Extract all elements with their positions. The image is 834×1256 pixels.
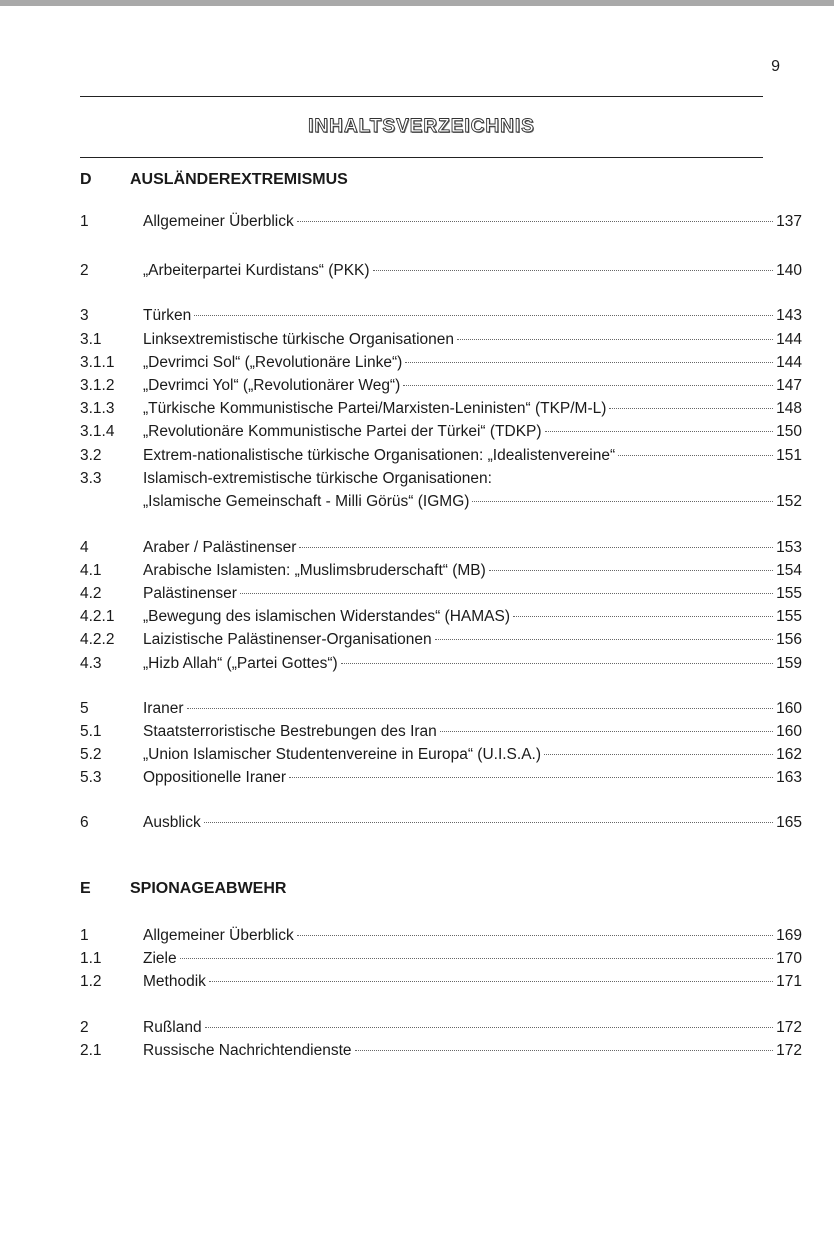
toc-entry [80, 562, 802, 582]
toc-entry [80, 655, 802, 675]
toc-entry-page: 150 [776, 423, 802, 440]
toc-entry [80, 423, 802, 443]
toc-entry-text: „Hizb Allah“ („Partei Gottes“) [143, 655, 338, 672]
toc-entry-page: 147 [776, 377, 802, 394]
toc-entry-number: 3.1.2 [80, 377, 115, 394]
section-letter: D [80, 171, 92, 188]
toc-entry-page: 155 [776, 585, 802, 602]
toc-entry-text: „Arbeiterpartei Kurdistans“ (PKK) [143, 262, 370, 279]
toc-entry [80, 585, 802, 605]
toc-entry-text: Laizistische Palästinenser-Organisationen [143, 631, 432, 648]
page-number: 9 [771, 58, 780, 75]
toc-entry-page: 143 [776, 307, 802, 324]
toc-entry [80, 973, 802, 993]
toc-entry-page: 156 [776, 631, 802, 648]
toc-entry-text: Allgemeiner Überblick [143, 213, 294, 230]
toc-entry-number: 1 [80, 213, 89, 230]
toc-entry [80, 307, 802, 327]
toc-entry-page: 152 [776, 493, 802, 510]
toc-entry [80, 354, 802, 374]
toc-entry [80, 746, 802, 766]
toc-entry [80, 608, 802, 628]
toc-entry [80, 262, 802, 282]
dot-leader [609, 408, 773, 409]
toc-entry-number: 3.1.3 [80, 400, 115, 417]
toc-entry [80, 950, 802, 970]
toc-entry-page: 140 [776, 262, 802, 279]
dot-leader [194, 315, 773, 316]
toc-entry-page: 148 [776, 400, 802, 417]
toc-entry [80, 1019, 802, 1039]
toc-entry-page: 159 [776, 655, 802, 672]
dot-leader [513, 616, 773, 617]
toc-entry-number: 2 [80, 1019, 89, 1036]
dot-leader [405, 362, 773, 363]
dot-leader [187, 708, 774, 709]
dot-leader [297, 221, 773, 222]
toc-entry-page: 170 [776, 950, 802, 967]
toc-entry-number: 5.2 [80, 746, 102, 763]
dot-leader [297, 935, 773, 936]
toc-entry [80, 213, 802, 233]
toc-entry-page: 171 [776, 973, 802, 990]
toc-entry [80, 723, 802, 743]
toc-entry-page: 160 [776, 700, 802, 717]
dot-leader [355, 1050, 774, 1051]
toc-entry-number: 5.3 [80, 769, 102, 786]
toc-entry-page: 160 [776, 723, 802, 740]
dot-leader [403, 385, 773, 386]
toc-entry-number: 4.3 [80, 655, 102, 672]
dot-leader [341, 663, 773, 664]
toc-entry-number: 4.2.1 [80, 608, 115, 625]
dot-leader [457, 339, 773, 340]
section-title: SPIONAGEABWEHR [130, 880, 287, 897]
dot-leader [205, 1027, 774, 1028]
toc-entry-text: Methodik [143, 973, 206, 990]
toc-entry-number: 1.1 [80, 950, 102, 967]
toc-entry-text: Linksextremistische türkische Organisationen [143, 331, 454, 348]
toc-entry-page: 151 [776, 447, 802, 464]
title-rule-bottom [80, 157, 763, 158]
dot-leader [289, 777, 773, 778]
dot-leader [489, 570, 773, 571]
toc-entry-text: „Devrimci Sol“ („Revolutionäre Linke“) [143, 354, 403, 371]
toc-entry [80, 927, 802, 947]
scan-top-edge [0, 0, 834, 6]
toc-entry-number: 3.1.1 [80, 354, 115, 371]
toc-entry [80, 539, 802, 559]
toc-entry-text: „Revolutionäre Kommunistische Partei der Türkei“ (TDKP) [143, 423, 542, 440]
dot-leader [240, 593, 773, 594]
toc-entry-number: 4.2.2 [80, 631, 115, 648]
toc-entry-number: 4 [80, 539, 89, 556]
toc-entry-number: 4.2 [80, 585, 102, 602]
toc-entry [80, 700, 802, 720]
toc-entry-page: 162 [776, 746, 802, 763]
toc-entry-page: 163 [776, 769, 802, 786]
toc-entry-number: 3 [80, 307, 89, 324]
toc-entry-number: 4.1 [80, 562, 102, 579]
toc-entry-text: Oppositionelle Iraner [143, 769, 287, 786]
toc-entry-number: 6 [80, 814, 89, 831]
section-title: AUSLÄNDEREXTREMISMUS [130, 171, 348, 188]
dot-leader [373, 270, 774, 271]
toc-entry-page: 154 [776, 562, 802, 579]
toc-entry [80, 814, 802, 834]
toc-entry-page: 155 [776, 608, 802, 625]
dot-leader [435, 639, 773, 640]
toc-entry-text: Türken [143, 307, 192, 324]
dot-leader [209, 981, 773, 982]
toc-entry-number: 2 [80, 262, 89, 279]
toc-entry-number: 2.1 [80, 1042, 102, 1059]
toc-entry [80, 1042, 802, 1062]
toc-entry-text: Iraner [143, 700, 184, 717]
title-rule-top [80, 96, 763, 97]
toc-entry-number: 5 [80, 700, 89, 717]
toc-entry [80, 493, 802, 513]
toc-entry-number: 3.2 [80, 447, 102, 464]
toc-entry-text: Extrem-nationalistische türkische Organisationen: „Idealistenvereine“ [143, 447, 616, 464]
toc-entry-page: 165 [776, 814, 802, 831]
toc-entry-text: „Devrimci Yol“ („Revolutionärer Weg“) [143, 377, 401, 394]
toc-entry-text: Arabische Islamisten: „Muslimsbruderschaft“ (MB) [143, 562, 486, 579]
toc-entry-text: Rußland [143, 1019, 202, 1036]
toc-entry-number: 3.1.4 [80, 423, 115, 440]
toc-entry-page: 137 [776, 213, 802, 230]
toc-entry-text: Islamisch-extremistische türkische Organisationen: [143, 470, 492, 487]
dot-leader [440, 731, 773, 732]
dot-leader [545, 431, 774, 432]
toc-entry-text: „Islamische Gemeinschaft - Milli Görüs“ (IGMG) [143, 493, 470, 510]
toc-entry-text: Staatsterroristische Bestrebungen des Iran [143, 723, 437, 740]
toc-entry [80, 470, 802, 490]
dot-leader [204, 822, 773, 823]
dot-leader [299, 547, 773, 548]
toc-entry-number: 5.1 [80, 723, 102, 740]
toc-entry [80, 377, 802, 397]
toc-entry-text: „Türkische Kommunistische Partei/Marxisten-Leninisten“ (TKP/M-L) [143, 400, 607, 417]
dot-leader [544, 754, 773, 755]
toc-entry-page: 144 [776, 331, 802, 348]
toc-entry-page: 172 [776, 1019, 802, 1036]
toc-entry-text: Araber / Palästinenser [143, 539, 297, 556]
dot-leader [472, 501, 773, 502]
toc-entry-page: 172 [776, 1042, 802, 1059]
toc-entry-text: „Bewegung des islamischen Widerstandes“ (HAMAS) [143, 608, 510, 625]
dot-leader [618, 455, 773, 456]
toc-entry [80, 769, 802, 789]
toc-entry-number: 3.3 [80, 470, 102, 487]
toc-entry-number: 1.2 [80, 973, 102, 990]
toc-entry-text: „Union Islamischer Studentenvereine in Europa“ (U.I.S.A.) [143, 746, 542, 763]
section-letter: E [80, 880, 91, 897]
toc-entry-page: 153 [776, 539, 802, 556]
toc-entry-text: Russische Nachrichtendienste [143, 1042, 352, 1059]
toc-title: INHALTSVERZEICHNIS [308, 116, 535, 137]
toc-entry-page: 144 [776, 354, 802, 371]
toc-entry-text: Ausblick [143, 814, 201, 831]
toc-entry [80, 400, 802, 420]
toc-entry-number: 3.1 [80, 331, 102, 348]
toc-entry-text: Allgemeiner Überblick [143, 927, 294, 944]
toc-entry [80, 447, 802, 467]
toc-entry-text: Palästinenser [143, 585, 237, 602]
toc-entry [80, 631, 802, 651]
toc-entry-text: Ziele [143, 950, 177, 967]
toc-entry-page: 169 [776, 927, 802, 944]
toc-entry [80, 331, 802, 351]
dot-leader [180, 958, 774, 959]
toc-entry-number: 1 [80, 927, 89, 944]
